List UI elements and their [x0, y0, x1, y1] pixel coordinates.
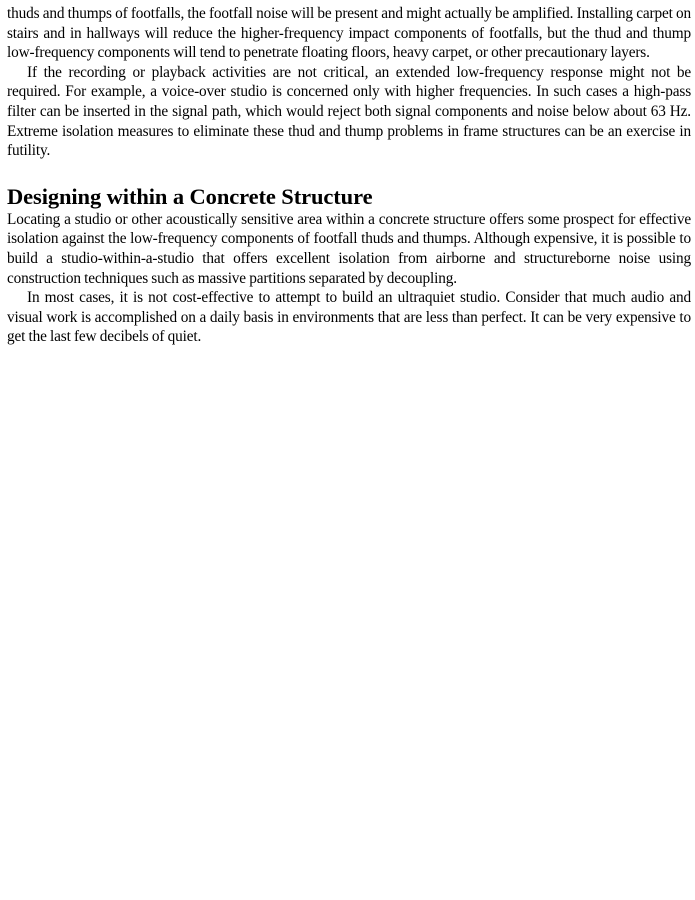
body-paragraph: If the recording or playback activities are not critical, an extended low-frequency response might not be required. For example, a voice-over studio is concerned only with higher frequencies. In such cases a high-pass filter can be inserted in the signal path, which would reject both signal components and noise below about 63 Hz. Extreme isolation measures to eliminate these thud and thump problems in frame structures can be an exercise in futility.	[7, 63, 691, 160]
body-paragraph: Locating a studio or other acoustically sensitive area within a concrete structure offers some prospect for effective isolation against the low-frequency components of footfall thuds and thumps. Although expensive, it is possible to build a studio-within-a-studio that offers excellent isolation from airborne and structureborne noise using construction techniques such as massive partitions separated by decoupling.	[7, 210, 691, 287]
section-heading: Designing within a Concrete Structure	[7, 183, 373, 209]
document-page	[7, 4, 691, 347]
continued-paragraph: thuds and thumps of footfalls, the footfall noise will be present and might actually be amplified. Installing carpet on stairs and in hallways will reduce the higher-frequency impact components of footfalls, but the thud and thump low-frequency components will tend to penetrate floating floors, heavy carpet, or other precautionary layers.	[7, 5, 691, 62]
body-paragraph: In most cases, it is not cost-effective to attempt to build an ultraquiet studio. Consider that much audio and visual work is accomplished on a daily basis in environments that are less than perfect. It can be very expensive to get the last few decibels of quiet.	[7, 289, 691, 346]
